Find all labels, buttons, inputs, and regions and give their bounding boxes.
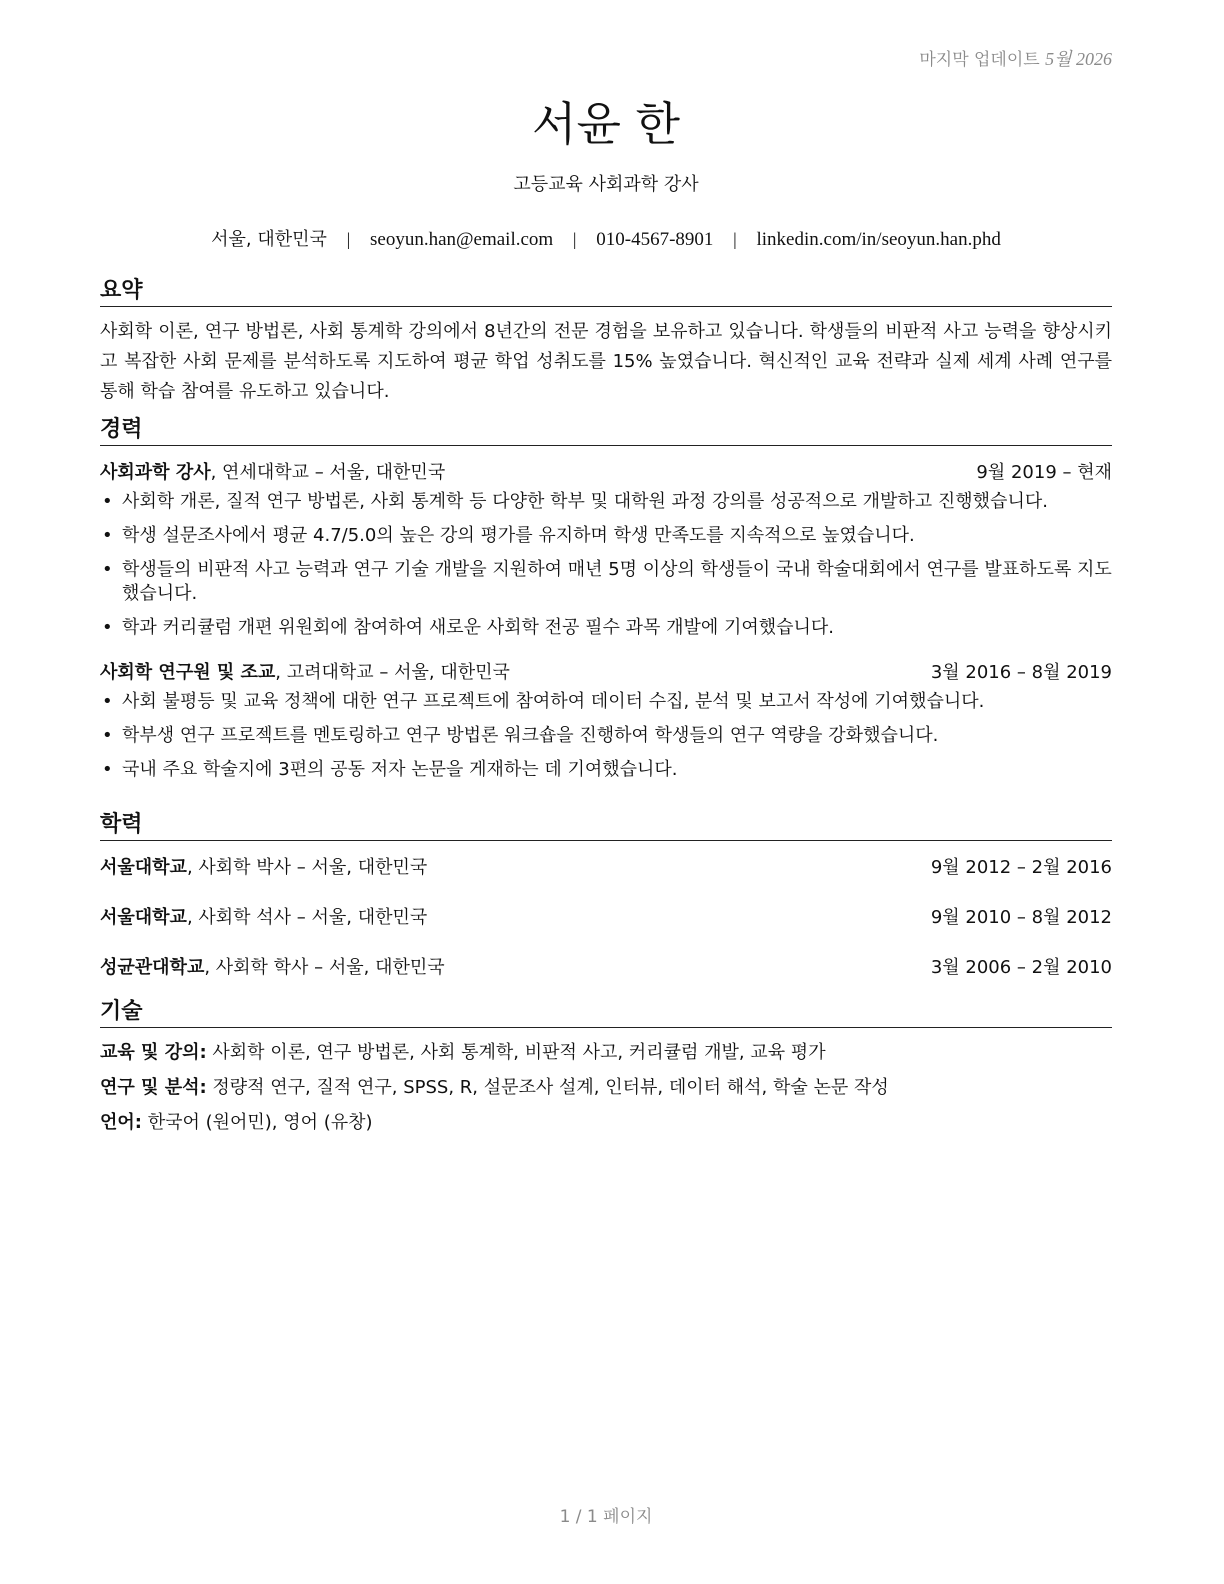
contact-location: 서울, 대한민국: [211, 229, 327, 250]
last-updated-label: 마지막 업데이트: [919, 50, 1040, 70]
contact-separator: |: [572, 229, 577, 249]
education-entry: [100, 955, 1112, 981]
summary-section: [100, 278, 1112, 407]
skill-label: 교육 및 강의:: [100, 1042, 207, 1064]
job-date: 9월 2019 – 현재: [976, 462, 1112, 484]
education-detail: , 사회학 박사 – 서울, 대한민국: [186, 857, 428, 879]
list-item: • 사회 불평등 및 교육 정책에 대한 연구 프로젝트에 참여하여 데이터 수집, 분석 및 보고서 작성에 기여했습니다.: [100, 690, 1112, 714]
job-entry: [100, 660, 1112, 782]
list-item: • 학부생 연구 프로젝트를 멘토링하고 연구 방법론 워크숍을 진행하여 학생들의 연구 역량을 강화했습니다.: [100, 724, 1112, 748]
list-item: • 학생 설문조사에서 평균 4.7/5.0의 높은 강의 평가를 유지하며 학생 만족도를 지속적으로 높였습니다.: [100, 524, 1112, 548]
skill-value: 사회학 이론, 연구 방법론, 사회 통계학, 비판적 사고, 커리큘럼 개발, 교육 평가: [206, 1042, 826, 1064]
resume-page: [100, 0, 1112, 1584]
last-updated: [919, 45, 1112, 71]
education-entry: [100, 855, 1112, 881]
job-header: [100, 660, 1112, 686]
section-heading: 경력: [100, 417, 1112, 446]
job-org: , 고려대학교 – 서울, 대한민국: [275, 662, 510, 684]
education-school: 서울대학교: [100, 907, 187, 929]
job-bullets: [100, 690, 1112, 782]
summary-text: 사회학 이론, 연구 방법론, 사회 통계학 강의에서 8년간의 전문 경험을 보유하고 있습니다. 학생들의 비판적 사고 능력을 향상시키고 복잡한 사회 문제를 분석하도록 지도하여 평균 학업 성취도를 15% 높였습니다. 혁신적인 교육 전략과 실제 세계 사례 연구를 통해 학습 참여를 유도하고 있습니다.: [100, 321, 1112, 403]
last-updated-year: 2026: [1076, 49, 1112, 69]
skill-value: 정량적 연구, 질적 연구, SPSS, R, 설문조사 설계, 인터뷰, 데이터 해석, 학술 논문 작성: [206, 1077, 889, 1099]
last-updated-month: 5월: [1045, 49, 1072, 69]
skill-label: 연구 및 분석:: [100, 1077, 207, 1099]
skill-row: [100, 1075, 1112, 1101]
contact-email[interactable]: seoyun.han@email.com: [370, 229, 554, 250]
skill-value: 한국어 (원어민), 영어 (유창): [141, 1112, 373, 1134]
contact-line: [100, 225, 1112, 251]
section-heading: 기술: [100, 999, 1112, 1028]
skill-label: 언어:: [100, 1112, 142, 1134]
education-date: 3월 2006 – 2월 2010: [930, 957, 1112, 979]
section-heading: 요약: [100, 278, 1112, 307]
education-entry: [100, 905, 1112, 931]
education-date: 9월 2010 – 8월 2012: [930, 907, 1112, 929]
person-name: 서윤 한: [532, 97, 680, 151]
job-header: [100, 460, 1112, 486]
job-title: 고등교육 사회과학 강사: [513, 174, 699, 195]
skill-row: [100, 1110, 1112, 1136]
education-section: [100, 812, 1112, 981]
education-detail: , 사회학 학사 – 서울, 대한민국: [204, 957, 445, 979]
job-bullets: [100, 490, 1112, 640]
list-item: • 학생들의 비판적 사고 능력과 연구 기술 개발을 지원하여 매년 5명 이상의 학생들이 국내 학술대회에서 연구를 발표하도록 지도했습니다.: [100, 558, 1112, 606]
list-item: • 학과 커리큘럼 개편 위원회에 참여하여 새로운 사회학 전공 필수 과목 개발에 기여했습니다.: [100, 616, 1112, 640]
section-heading: 학력: [100, 812, 1112, 841]
job-date: 3월 2016 – 8월 2019: [930, 662, 1112, 684]
job-role: 사회과학 강사: [100, 462, 211, 484]
skills-section: [100, 999, 1112, 1145]
job-role: 사회학 연구원 및 조교: [100, 662, 276, 684]
experience-section: [100, 417, 1112, 792]
contact-separator: |: [346, 229, 351, 249]
contact-phone[interactable]: 010-4567-8901: [596, 229, 714, 250]
contact-linkedin[interactable]: linkedin.com/in/seoyun.han.phd: [756, 229, 1001, 250]
education-school: 성균관대학교: [100, 957, 205, 979]
education-date: 9월 2012 – 2월 2016: [930, 857, 1112, 879]
skill-row: [100, 1040, 1112, 1066]
job-org: , 연세대학교 – 서울, 대한민국: [210, 462, 446, 484]
list-item: • 사회학 개론, 질적 연구 방법론, 사회 통계학 등 다양한 학부 및 대학원 과정 강의를 성공적으로 개발하고 진행했습니다.: [100, 490, 1112, 514]
contact-separator: |: [733, 229, 737, 249]
list-item: • 국내 주요 학술지에 3편의 공동 저자 논문을 게재하는 데 기여했습니다.: [100, 758, 1112, 782]
job-entry: [100, 460, 1112, 640]
education-school: 서울대학교: [100, 857, 187, 879]
page-number: 1 / 1 페이지: [559, 1507, 653, 1527]
education-detail: , 사회학 석사 – 서울, 대한민국: [186, 907, 428, 929]
